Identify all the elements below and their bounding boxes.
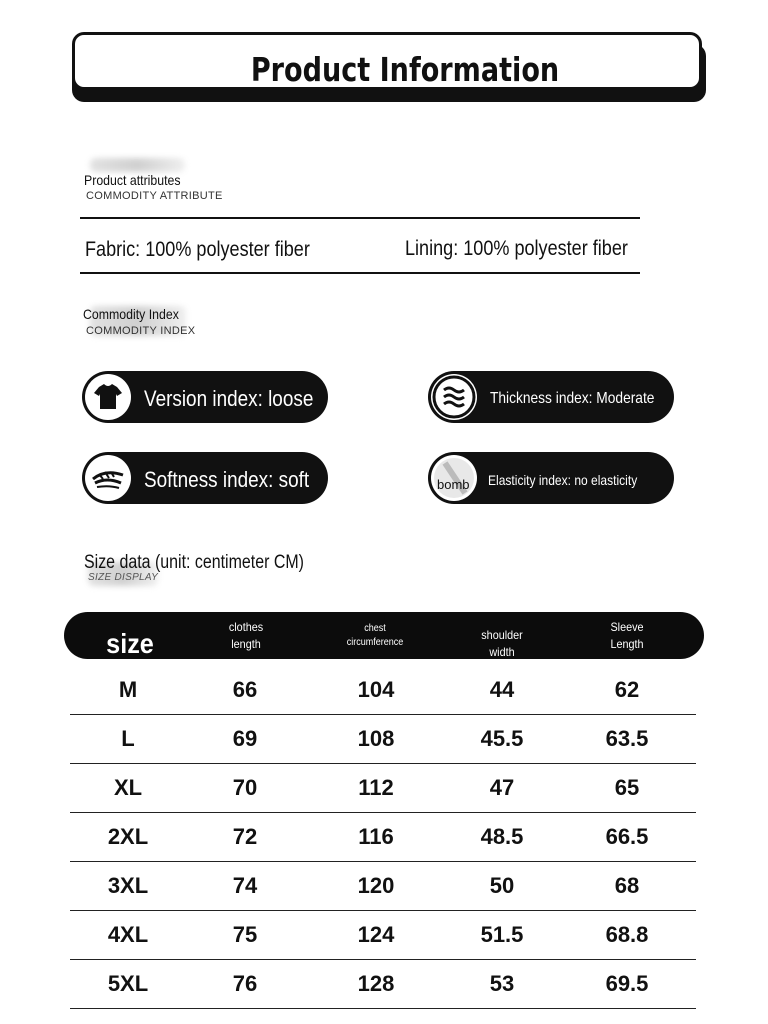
cell-shoulder: 44 [489, 676, 515, 702]
cell-shoulder: 45.5 [480, 725, 524, 751]
table-row [70, 763, 696, 813]
thickness-index-pill [428, 371, 674, 423]
softness-index-label: Softness index: soft [144, 467, 310, 492]
cell-length: 72 [232, 823, 258, 849]
elastic-icon-text: bomb [437, 477, 470, 492]
cell-shoulder: 51.5 [480, 921, 524, 947]
lining-info: Lining: 100% polyester fiber [405, 237, 628, 260]
attributes-subtitle: COMMODITY ATTRIBUTE [86, 190, 223, 202]
cell-sleeve: 62 [614, 676, 640, 702]
table-row [70, 812, 696, 862]
cell-chest: 112 [358, 774, 394, 800]
cell-size: XL [113, 774, 143, 800]
table-row [70, 959, 696, 1009]
page-title: Product Information [250, 50, 560, 89]
table-row [70, 861, 696, 911]
header-chest-circumference: chest circumference [346, 623, 404, 648]
cell-chest: 120 [357, 872, 395, 898]
size-data-subtitle: SIZE DISPLAY [88, 572, 159, 583]
size-data-title: Size data (unit: centimeter CM) [84, 552, 304, 573]
tshirt-icon [85, 374, 131, 420]
cell-size: M [118, 676, 138, 702]
header-size: size [106, 627, 154, 659]
cell-length: 66 [232, 676, 258, 702]
fabric-info: Fabric: 100% polyester fiber [85, 238, 310, 261]
divider [80, 272, 640, 274]
cell-size: 4XL [107, 921, 149, 947]
cell-chest: 124 [357, 921, 395, 947]
size-table-header [64, 612, 704, 659]
index-title: Commodity Index [83, 306, 179, 322]
elastic-icon [431, 455, 477, 501]
layers-icon [431, 374, 477, 420]
cell-sleeve: 68 [614, 872, 640, 898]
header-shoulder-width: shoulder width [481, 628, 523, 659]
version-index-label: Version index: loose [144, 386, 314, 411]
header-clothes-length: clothes length [228, 620, 264, 651]
divider [80, 217, 640, 219]
version-index-pill [82, 371, 328, 423]
cell-sleeve: 65 [614, 774, 640, 800]
cell-sleeve: 69.5 [605, 970, 649, 996]
table-row [70, 910, 696, 960]
elasticity-index-label: Elasticity index: no elasticity [488, 472, 638, 488]
cell-shoulder: 48.5 [480, 823, 524, 849]
softness-index-pill [82, 452, 328, 504]
header-sleeve-length: Sleeve Length [610, 620, 644, 651]
cell-chest: 128 [357, 970, 395, 996]
cell-sleeve: 66.5 [605, 823, 649, 849]
index-subtitle: COMMODITY INDEX [86, 325, 196, 337]
heading-watermark [90, 158, 185, 172]
cell-sleeve: 68.8 [605, 921, 649, 947]
cell-length: 69 [232, 725, 258, 751]
attributes-title: Product attributes [84, 172, 181, 188]
table-row [70, 714, 696, 764]
cell-length: 76 [232, 970, 258, 996]
thickness-index-label: Thickness index: Moderate [490, 390, 655, 407]
cell-length: 70 [232, 774, 258, 800]
cell-chest: 108 [357, 725, 395, 751]
cell-shoulder: 50 [489, 872, 515, 898]
cell-size: L [121, 725, 135, 751]
elasticity-index-pill [428, 452, 674, 504]
feather-icon [85, 455, 131, 501]
cell-sleeve: 63.5 [605, 725, 649, 751]
cell-chest: 116 [358, 823, 394, 849]
cell-size: 3XL [107, 872, 149, 898]
cell-shoulder: 53 [489, 970, 515, 996]
cell-size: 2XL [107, 823, 149, 849]
cell-chest: 104 [357, 676, 395, 702]
cell-length: 74 [232, 872, 258, 898]
cell-length: 75 [232, 921, 258, 947]
cell-size: 5XL [107, 970, 149, 996]
table-row [70, 665, 696, 715]
cell-shoulder: 47 [489, 774, 515, 800]
